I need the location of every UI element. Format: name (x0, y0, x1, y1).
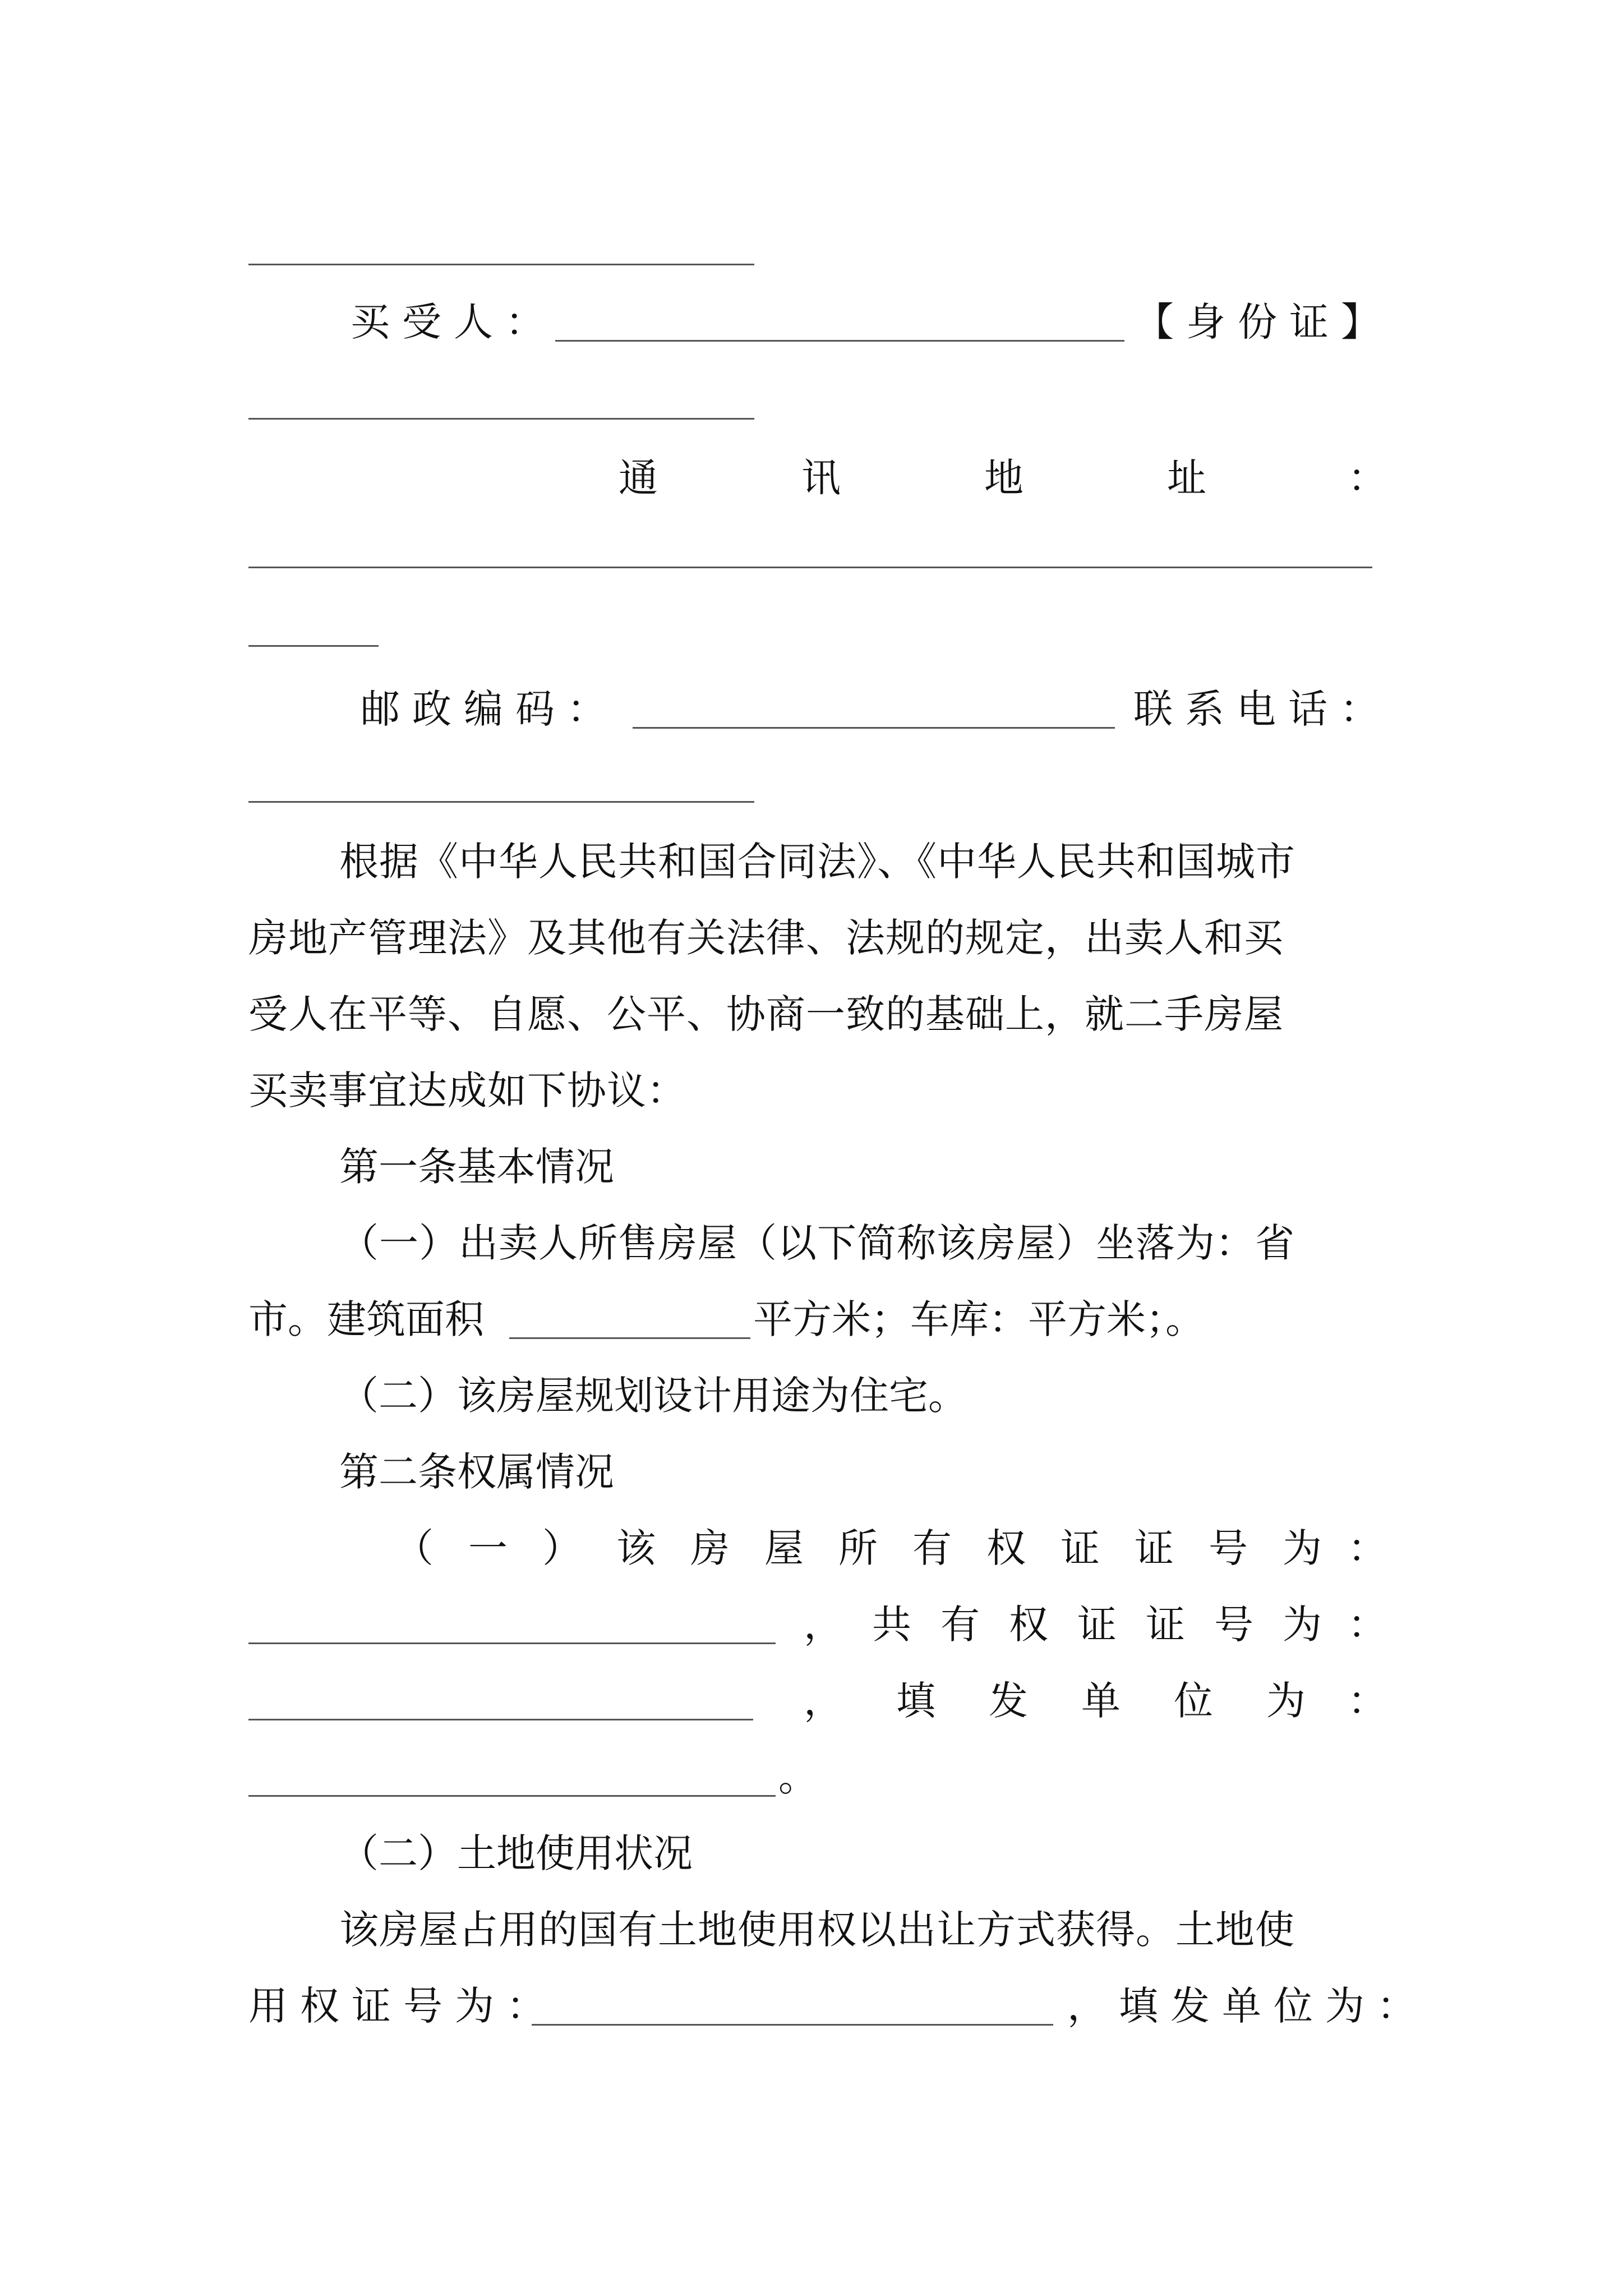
preamble-line: 受人在平等、自愿、公平、协商一致的基础上，就二手房屋 (248, 991, 1284, 1037)
cert-char: （ (394, 1525, 434, 1571)
coowner-char: ， (804, 1602, 843, 1648)
issuer-char: 为 (1266, 1678, 1306, 1724)
postal-line (248, 683, 1389, 735)
certificate-number-blank (248, 1642, 776, 1644)
cert-char: 房 (690, 1525, 730, 1571)
issuer-blank-line (248, 1751, 1389, 1803)
cert-char: 所 (838, 1525, 878, 1571)
preamble-line: 买卖事宜达成如下协议： (248, 1068, 686, 1114)
issuer-char: 发 (989, 1678, 1028, 1724)
article1-item1-line2 (248, 1294, 1389, 1345)
buyer-name-blank (555, 340, 1124, 342)
area-unit-text: 平方米；车库：平方米；。 (753, 1296, 1205, 1342)
coowner-char: 权 (1009, 1602, 1048, 1648)
cert-char: 权 (986, 1525, 1026, 1571)
phone-blank (248, 801, 754, 803)
cert-char: 号 (1209, 1525, 1248, 1571)
cert-char: ） (542, 1525, 582, 1571)
article1-title: 第一条基本情况 (339, 1144, 614, 1190)
coowner-number-blank (248, 1719, 753, 1720)
coowner-char: 共 (872, 1602, 911, 1648)
issuer-char: ： (1348, 1678, 1387, 1724)
coowner-char: 证 (1077, 1602, 1117, 1648)
address-blank-tail (248, 645, 379, 647)
postal-code-blank (633, 727, 1115, 729)
cert-char: ： (1348, 1525, 1387, 1571)
cert-char: 该 (616, 1525, 656, 1571)
buyer-line (248, 296, 1393, 348)
issuer-char: 位 (1174, 1678, 1213, 1724)
land-use-line1: 该房屋占用的国有土地使用权以出让方式获得。土地使 (339, 1907, 1295, 1953)
address-char: 讯 (801, 455, 841, 501)
cert-char: 证 (1135, 1525, 1174, 1571)
article2-item2-title: （二）土地使用状况 (339, 1830, 693, 1876)
article1-item1-line1: （一）出卖人所售房屋（以下简称该房屋）坐落为：省 (339, 1220, 1295, 1266)
coowner-char: 号 (1214, 1602, 1253, 1648)
land-issuer-label: ，填发单位为： (1067, 1983, 1428, 2029)
address-colon: ： (1348, 455, 1387, 501)
article1-item2: （二）该房屋规划设计用途为住宅。 (339, 1373, 967, 1419)
land-cert-blank (532, 2024, 1053, 2026)
address-char: 通 (619, 455, 658, 501)
issuer-char: ， (804, 1678, 843, 1724)
end-mark: 。 (778, 1754, 818, 1800)
address-blank (248, 567, 1372, 568)
coowner-char: 为 (1283, 1602, 1322, 1648)
cert-char: 屋 (764, 1525, 804, 1571)
land-use-line2 (248, 1980, 1428, 2032)
buyer-id-blank (248, 418, 754, 420)
article2-title: 第二条权属情况 (339, 1449, 614, 1495)
address-char: 地 (984, 455, 1023, 501)
cert-char: 有 (912, 1525, 952, 1571)
area-label: 市。建筑面积 (248, 1296, 484, 1342)
issuer-line (248, 1675, 1389, 1727)
preamble-line: 根据《中华人民共和国合同法》、《中华人民共和国城市 (339, 839, 1295, 885)
id-type-label: 【身份证】 (1135, 299, 1393, 345)
area-blank (509, 1337, 750, 1339)
seller-id-blank (248, 264, 754, 265)
issuer-blank (248, 1795, 776, 1797)
issuer-char: 单 (1081, 1678, 1121, 1724)
coowner-char: ： (1348, 1602, 1387, 1648)
cert-char: 为 (1283, 1525, 1322, 1571)
postal-label: 邮政编码： (361, 686, 619, 732)
coowner-certificate-line (248, 1599, 1389, 1650)
preamble-line: 房地产管理法》及其他有关法律、法规的规定，出卖人和买 (248, 915, 1284, 961)
buyer-label: 买受人： (351, 299, 557, 345)
certificate-number-line (248, 1522, 1389, 1574)
land-cert-label: 用权证号为： (248, 1983, 558, 2029)
coowner-char: 证 (1146, 1602, 1185, 1648)
coowner-char: 有 (940, 1602, 980, 1648)
cert-char: 证 (1061, 1525, 1100, 1571)
issuer-char: 填 (896, 1678, 935, 1724)
phone-label: 联系电话： (1133, 686, 1391, 732)
address-line (248, 452, 1389, 504)
address-char: 址 (1167, 455, 1206, 501)
cert-char: 一 (468, 1525, 508, 1571)
